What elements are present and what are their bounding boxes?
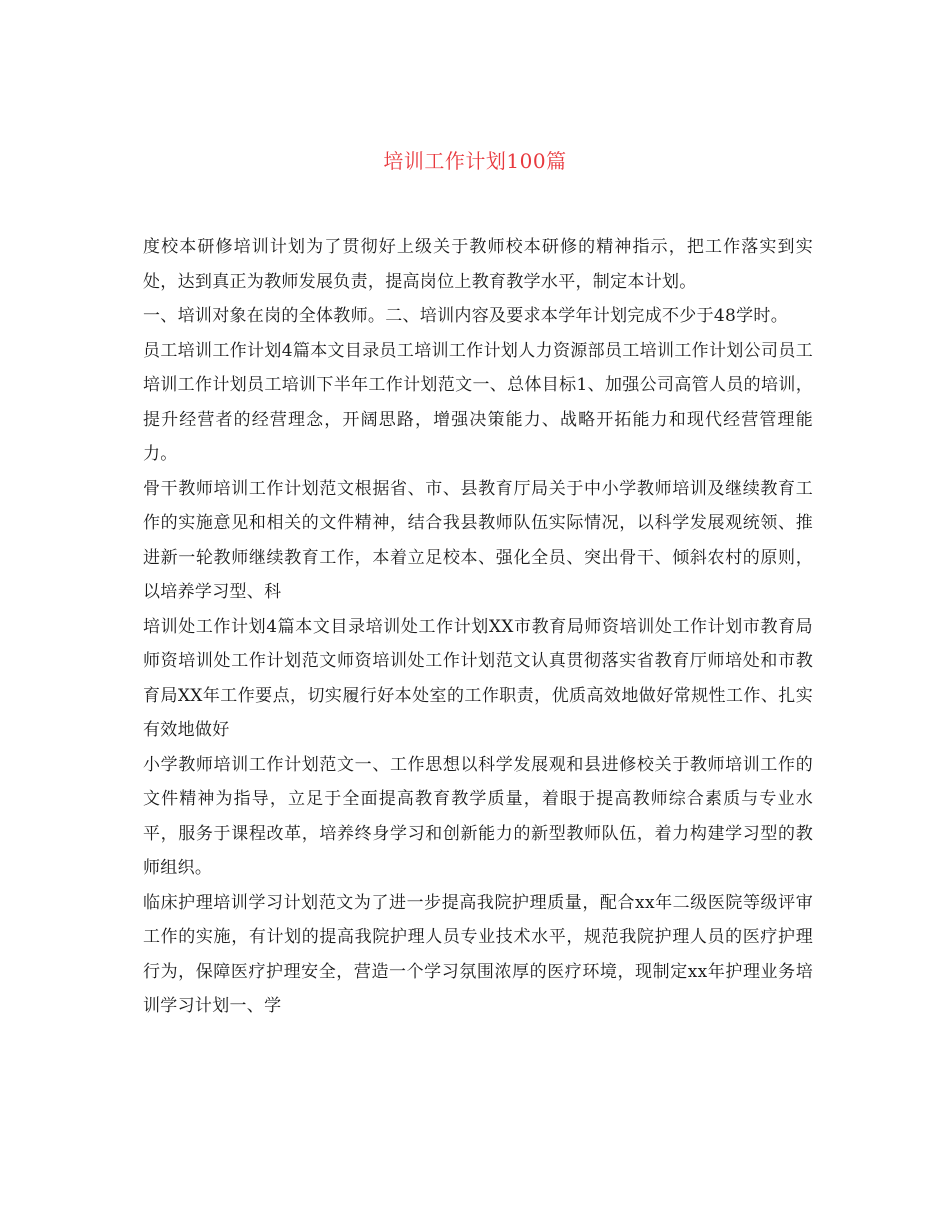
paragraph-1: 度校本研修培训计划为了贯彻好上级关于教师校本研修的精神指示，把工作落实到实处，达到真正为教师发展负责，提高岗位上教育教学水平，制定本计划。 — [143, 237, 813, 292]
document-title: 培训工作计划100篇 — [383, 149, 567, 173]
paragraph-3: 员工培训工作计划4篇本文目录员工培训工作计划人力资源部员工培训工作计划公司员工培训工作计划员工培训下半年工作计划范文一、总体目标1、加强公司高管人员的培训，提升经营者的经营理念，开阔思路，增强决策能力、战略开拓能力和现代经营管理能力。 — [143, 340, 813, 464]
paragraph-2: 一、培训对象在岗的全体教师。二、培训内容及要求本学年计划完成不少于48学时。 — [143, 306, 789, 326]
paragraph-5: 培训处工作计划4篇本文目录培训处工作计划XX市教育局师资培训处工作计划市教育局师资培训处工作计划范文师资培训处工作计划范文认真贯彻落实省教育厅师培处和市教育局XX年工作要点，切实履行好本处室的工作职责，优质高效地做好常规性工作、扎实有效地做好 — [143, 616, 813, 740]
paragraph-4: 骨干教师培训工作计划范文根据省、市、县教育厅局关于中小学教师培训及继续教育工作的实施意见和相关的文件精神，结合我县教师队伍实际情况，以科学发展观统领、推进新一轮教师继续教育工作，本着立足校本、强化全员、突出骨干、倾斜农村的原则，以培养学习型、科 — [143, 478, 813, 602]
document-body — [143, 230, 813, 1024]
paragraph-7: 临床护理培训学习计划范文为了进一步提高我院护理质量，配合xx年二级医院等级评审工作的实施，有计划的提高我院护理人员专业技术水平，规范我院护理人员的医疗护理行为，保障医疗护理安全，营造一个学习氛围浓厚的医疗环境，现制定xx年护理业务培训学习计划一、学 — [143, 892, 813, 1016]
paragraph-6: 小学教师培训工作计划范文一、工作思想以科学发展观和县进修校关于教师培训工作的文件精神为指导，立足于全面提高教育教学质量，着眼于提高教师综合素质与专业水平，服务于课程改革，培养终身学习和创新能力的新型教师队伍，着力构建学习型的教师组织。 — [143, 754, 813, 878]
